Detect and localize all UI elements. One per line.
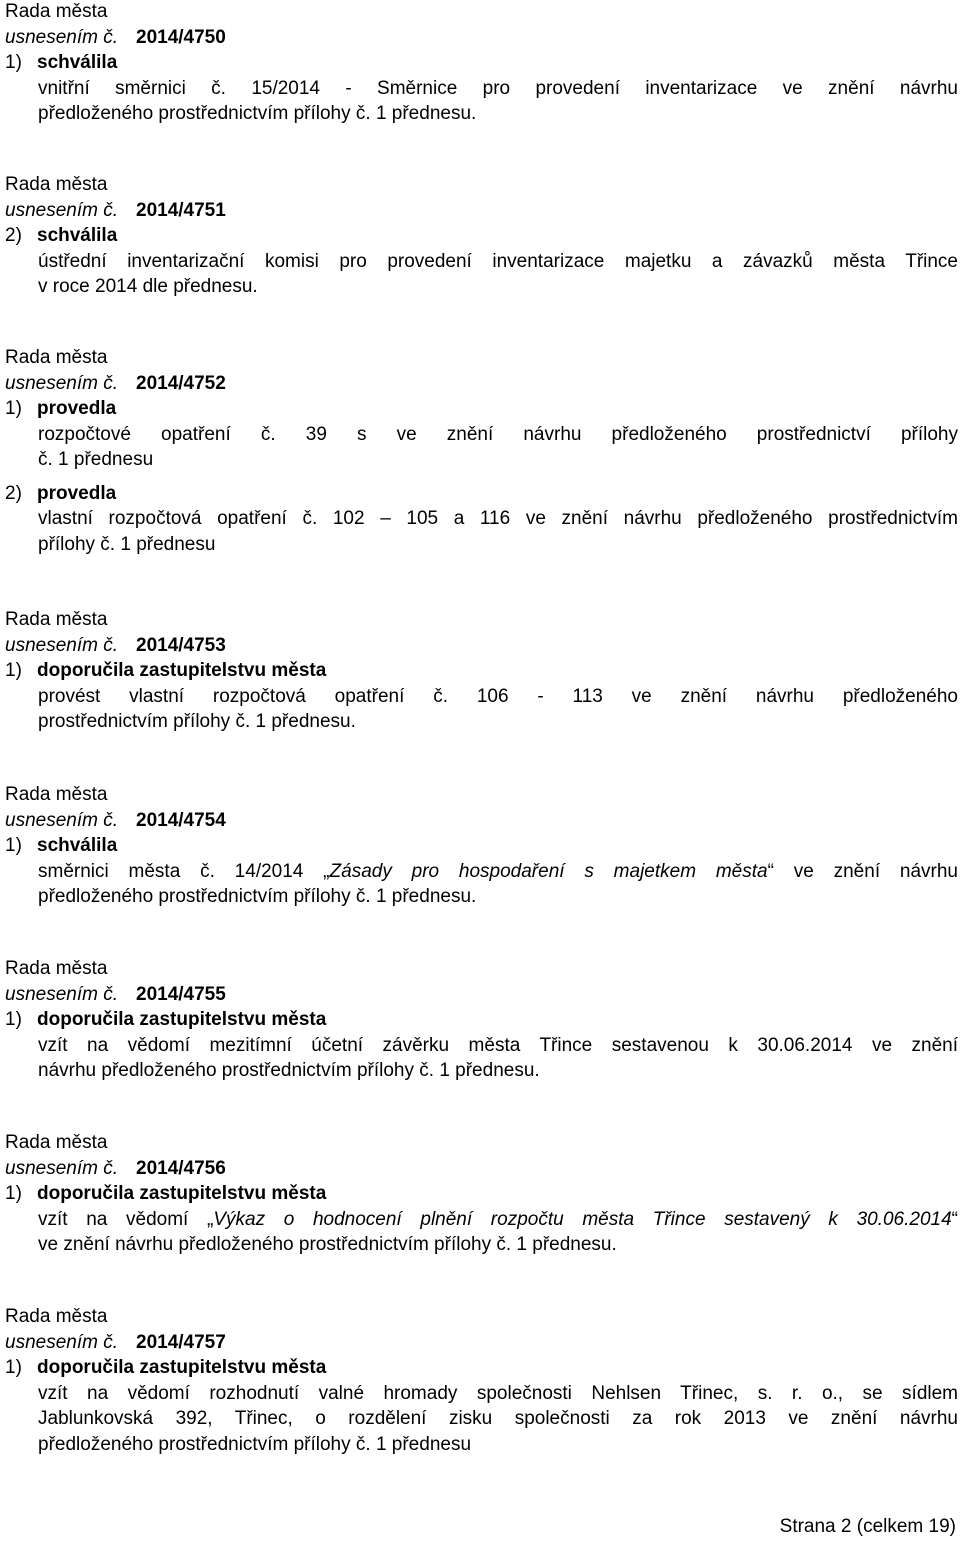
resolution-body: Rada města xyxy=(5,174,108,195)
resolution-label: usnesením č. xyxy=(5,1157,118,1179)
resolution-heading xyxy=(5,808,958,834)
resolution-number: 2014/4750 xyxy=(136,26,226,48)
item-text-line: návrhu předloženého prostřednictvím přílohy č. 1 přednesu. xyxy=(38,1060,540,1081)
resolution-block xyxy=(5,956,958,1084)
resolution-block xyxy=(5,607,958,735)
item-text xyxy=(38,249,958,300)
resolution-number: 2014/4756 xyxy=(136,1157,226,1179)
item-text-line: vzít na vědomí „Výkaz o hodnocení plnění rozpočtu města Třince sestavený k 30.06.2014“ xyxy=(38,1208,958,1230)
item-verb: schválila xyxy=(37,225,118,246)
resolution-heading xyxy=(5,198,958,224)
resolution-body: Rada města xyxy=(5,1,108,22)
item-index: 2) xyxy=(5,482,22,504)
resolution-heading xyxy=(5,633,958,659)
item-text-line: ve znění návrhu předloženého prostřednictvím přílohy č. 1 přednesu. xyxy=(38,1234,617,1255)
resolution-label: usnesením č. xyxy=(5,199,118,221)
item-text-line: vzít na vědomí mezitímní účetní závěrku města Třince sestavenou k 30.06.2014 ve znění xyxy=(38,1034,958,1056)
resolution-number: 2014/4754 xyxy=(136,809,226,831)
resolution-block xyxy=(5,1130,958,1258)
item-text xyxy=(38,859,958,910)
resolution-heading xyxy=(5,1156,958,1182)
item-text xyxy=(38,684,958,735)
resolution-item xyxy=(5,481,958,507)
item-text-line: předloženého prostřednictvím přílohy č. 1 přednesu. xyxy=(38,103,477,124)
item-verb: doporučila zastupitelstvu města xyxy=(37,1009,327,1030)
resolution-block xyxy=(5,345,958,557)
item-text-line: rozpočtové opatření č. 39 s ve znění návrhu předloženého prostřednictví přílohy xyxy=(38,423,958,445)
item-index: 1) xyxy=(5,660,22,681)
resolution-label: usnesením č. xyxy=(5,1331,118,1353)
item-verb: schválila xyxy=(37,52,118,73)
item-text-line: vzít na vědomí rozhodnutí valné hromady společnosti Nehlsen Třinec, s. r. o., se sídlem xyxy=(38,1382,958,1404)
item-index: 1) xyxy=(5,835,22,856)
item-text-line: předloženého prostřednictvím přílohy č. 1 přednesu xyxy=(38,1433,472,1455)
item-verb: schválila xyxy=(37,835,118,856)
item-index: 1) xyxy=(5,52,22,73)
resolution-number: 2014/4753 xyxy=(136,634,226,656)
resolution-number: 2014/4755 xyxy=(136,983,226,1005)
item-text xyxy=(38,1207,958,1258)
item-index: 1) xyxy=(5,1357,22,1378)
item-verb: doporučila zastupitelstvu města xyxy=(37,1357,327,1378)
resolution-label: usnesením č. xyxy=(5,983,118,1005)
resolution-heading xyxy=(5,371,958,397)
resolution-label: usnesením č. xyxy=(5,809,118,831)
resolution-item xyxy=(5,50,958,76)
resolution-body: Rada města xyxy=(5,1306,108,1327)
resolution-block xyxy=(5,1304,958,1457)
resolution-number: 2014/4757 xyxy=(136,1331,226,1353)
item-verb: provedla xyxy=(37,398,117,419)
item-text-line: vnitřní směrnici č. 15/2014 - Směrnice pro provedení inventarizace ve znění návrhu xyxy=(38,77,958,99)
item-text xyxy=(38,1033,958,1084)
resolution-body: Rada města xyxy=(5,347,108,368)
item-verb: doporučila zastupitelstvu města xyxy=(37,1183,327,1204)
resolution-block xyxy=(5,782,958,910)
resolution-label: usnesením č. xyxy=(5,26,118,48)
resolution-number: 2014/4752 xyxy=(136,372,226,394)
page-number: Strana 2 (celkem 19) xyxy=(779,1516,956,1537)
resolution-item xyxy=(5,1181,958,1207)
item-text-line: č. 1 přednesu xyxy=(38,449,154,470)
resolution-item xyxy=(5,1355,958,1381)
item-text xyxy=(38,506,958,557)
resolution-item xyxy=(5,833,958,859)
resolution-heading xyxy=(5,1330,958,1356)
item-text-line: směrnici města č. 14/2014 „Zásady pro hospodaření s majetkem města“ ve znění návrhu xyxy=(38,860,959,882)
item-text-line: předloženého prostřednictvím přílohy č. 1 přednesu. xyxy=(38,886,477,907)
item-text-line: vlastní rozpočtová opatření č. 102 – 105 a 116 ve znění návrhu předloženého prostřednictvím xyxy=(38,508,958,529)
resolution-number: 2014/4751 xyxy=(136,199,226,221)
resolution-body: Rada města xyxy=(5,609,108,630)
item-text xyxy=(38,1381,958,1458)
resolution-item xyxy=(5,396,958,422)
item-verb: doporučila zastupitelstvu města xyxy=(37,660,327,681)
resolution-item xyxy=(5,223,958,249)
item-text xyxy=(38,422,958,473)
resolution-item xyxy=(5,658,958,684)
resolution-heading xyxy=(5,982,958,1008)
item-text-line: provést vlastní rozpočtová opatření č. 106 - 113 ve znění návrhu předloženého xyxy=(38,685,958,707)
item-index: 2) xyxy=(5,225,22,246)
resolution-item xyxy=(5,1007,958,1033)
resolution-label: usnesením č. xyxy=(5,634,118,656)
item-index: 1) xyxy=(5,1183,22,1204)
item-text-line: prostřednictvím přílohy č. 1 přednesu. xyxy=(38,711,356,732)
resolution-label: usnesením č. xyxy=(5,372,118,394)
resolution-body: Rada města xyxy=(5,1132,108,1153)
resolution-body: Rada města xyxy=(5,958,108,979)
resolution-block xyxy=(5,172,958,300)
item-index: 1) xyxy=(5,1009,22,1030)
item-text xyxy=(38,76,958,127)
resolution-heading xyxy=(5,25,958,51)
resolution-block xyxy=(5,0,958,127)
item-index: 1) xyxy=(5,398,22,419)
resolution-body: Rada města xyxy=(5,784,108,805)
item-verb: provedla xyxy=(37,482,117,504)
item-text-line: Jablunkovská 392, Třinec, o rozdělení zisku společnosti za rok 2013 ve znění návrhu xyxy=(38,1408,958,1429)
item-text-line: ústřední inventarizační komisi pro provedení inventarizace majetku a závazků města Třince xyxy=(38,250,958,272)
item-text-line: přílohy č. 1 přednesu xyxy=(38,533,216,555)
item-text-line: v roce 2014 dle přednesu. xyxy=(38,276,258,297)
